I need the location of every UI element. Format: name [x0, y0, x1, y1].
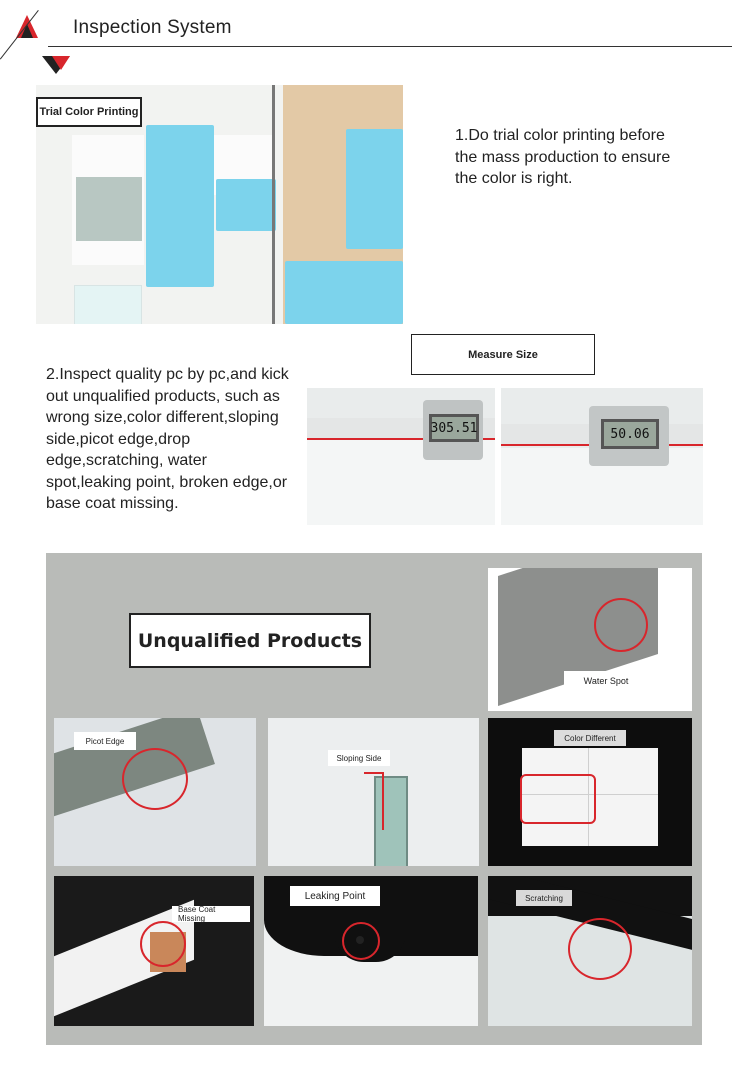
defect-circle	[122, 748, 188, 810]
color-different-label: Color Different	[554, 730, 626, 746]
scratching-photo	[488, 876, 692, 1026]
unqualified-products-panel	[46, 553, 702, 1045]
sloping-side-label: Sloping Side	[328, 750, 390, 766]
measure-size-label: Measure Size	[411, 334, 595, 375]
caliper-readout: 50.06	[601, 419, 659, 449]
leaking-point-label: Leaking Point	[290, 886, 380, 906]
grey-tile	[76, 177, 142, 241]
caliper-readout: 305.51	[429, 414, 479, 442]
inspection-text: 2.Inspect quality pc by pc,and kick out unqualified products, such as wrong size,color different,sloping side,picot edge,drop edge,scratching, water spot,leaking point, broken edge,or base coat missing.	[46, 366, 289, 512]
trial-color-photo	[36, 85, 403, 324]
leaking-spot	[356, 936, 364, 944]
blue-tile	[346, 129, 403, 249]
sloping-side-photo	[268, 718, 479, 866]
sloping-marker	[382, 772, 384, 830]
measure-photo-right	[501, 388, 703, 525]
defect-box	[520, 774, 596, 824]
unqualified-products-title: Unqualified Products	[129, 613, 371, 668]
color-different-photo	[488, 718, 692, 866]
base-coat-missing-photo	[54, 876, 254, 1026]
picot-edge-photo	[54, 718, 256, 866]
defect-circle	[568, 918, 632, 980]
blue-tile	[216, 179, 276, 231]
measure-photo-left	[307, 388, 495, 525]
water-spot-label: Water Spot	[564, 671, 648, 691]
base-coat-missing-label: Base Coat Missing	[172, 906, 250, 922]
scratching-label: Scratching	[516, 890, 572, 906]
blue-tile	[146, 125, 214, 287]
water-spot-photo	[488, 568, 692, 711]
leaking-point-photo	[264, 876, 478, 1026]
trial-color-text: 1.Do trial color printing before the mass production to ensure the color is right.	[455, 127, 671, 187]
defect-circle	[594, 598, 648, 652]
header-underline	[48, 46, 732, 47]
logo-icon	[14, 12, 74, 76]
page-title: Inspection System	[73, 17, 232, 38]
glass-edge	[374, 776, 408, 866]
frame-edge	[272, 85, 275, 324]
picot-edge-label: Picot Edge	[74, 732, 136, 750]
blue-tile	[285, 261, 403, 324]
defect-circle	[140, 921, 186, 967]
pale-tile	[74, 285, 142, 324]
sloping-marker	[364, 772, 384, 774]
trial-color-label: Trial Color Printing	[36, 97, 142, 127]
